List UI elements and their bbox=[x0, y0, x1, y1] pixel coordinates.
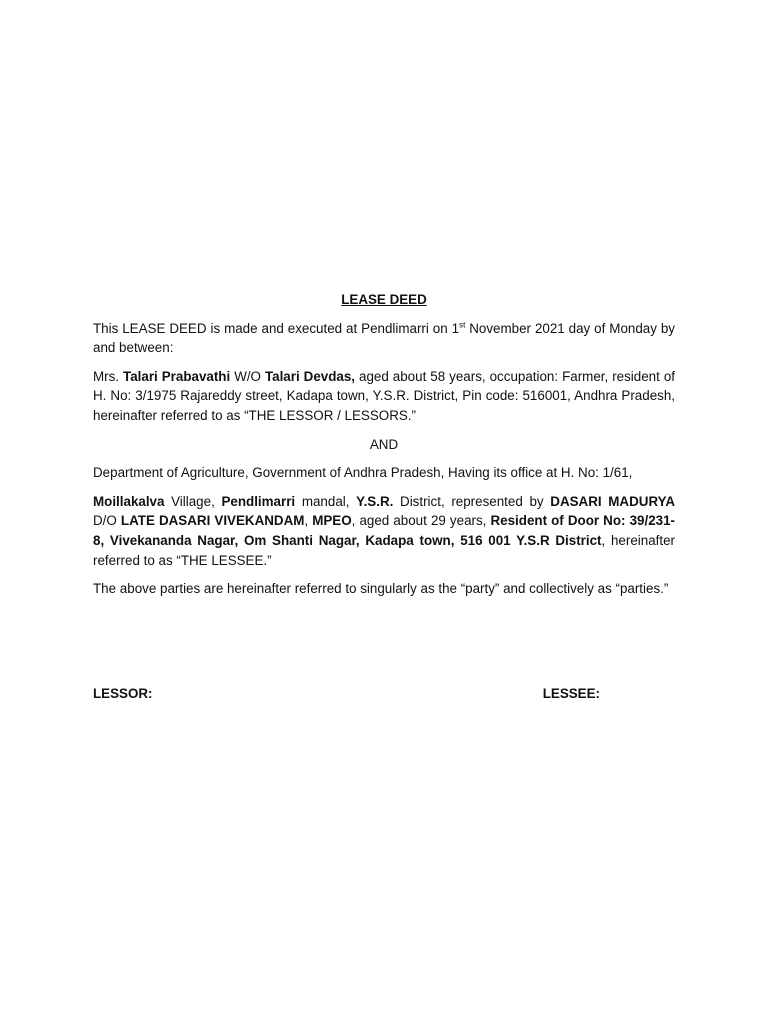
lessor-text-2: W/O bbox=[230, 368, 265, 384]
lessee-signature-label: LESSEE: bbox=[542, 686, 600, 701]
intro-text-2: November 2021 day of Monday by and between: bbox=[93, 320, 675, 356]
document-title: LEASE DEED bbox=[341, 292, 427, 307]
and-separator: AND bbox=[369, 436, 399, 452]
lessee-text-3: District, represented by bbox=[393, 493, 551, 509]
lessor-paragraph bbox=[93, 367, 675, 426]
intro-ordinal: st bbox=[459, 320, 466, 330]
representative-designation: MPEO bbox=[312, 513, 352, 529]
parties-paragraph: The above parties are hereinafter referred to singularly as the “party” and collectively as “parties.” bbox=[93, 581, 669, 597]
department-paragraph: Department of Agriculture, Government of Andhra Pradesh, Having its office at H. No: 1/61, bbox=[93, 465, 633, 481]
representative-father: LATE DASARI VIVEKANDAM bbox=[120, 513, 305, 529]
representative-residence: Resident of Door No: 39/231-8, Vivekananda Nagar, Om Shanti Nagar, Kadapa town, 516 001 Y.S.R District bbox=[93, 513, 675, 548]
lessee-text-4: D/O bbox=[93, 513, 121, 529]
intro-paragraph bbox=[93, 319, 675, 358]
lessor-text-1: Mrs. bbox=[93, 368, 124, 384]
lessor-signature-label: LESSOR: bbox=[93, 686, 153, 701]
lessee-mandal: Pendlimarri bbox=[221, 493, 296, 509]
lessee-paragraph bbox=[93, 492, 675, 570]
deed-body bbox=[93, 290, 675, 608]
lessee-village: Moillakalva bbox=[93, 493, 165, 509]
lessee-text-7: , hereinafter referred to as “THE LESSEE.” bbox=[93, 532, 675, 568]
lessee-text-2: mandal, bbox=[295, 493, 357, 509]
representative-name: DASARI MADURYA bbox=[550, 493, 675, 509]
lessee-text-6: , aged about 29 years, bbox=[351, 513, 491, 529]
lessor-spouse-name: Talari Devdas, bbox=[264, 368, 356, 384]
lessor-name: Talari Prabavathi bbox=[123, 368, 231, 384]
intro-text-1: This LEASE DEED is made and executed at Pendlimarri on 1 bbox=[93, 320, 460, 336]
lessee-text-1: Village, bbox=[164, 493, 222, 509]
lessee-text-5: , bbox=[304, 513, 313, 529]
lessor-text-3: aged about 58 years, occupation: Farmer, resident of H. No: 3/1975 Rajareddy street, Kadapa town, Y.S.R. District, Pin code: 516001, Andhra Pradesh, hereinafter referred to as “THE LESSOR / LESSORS.” bbox=[93, 368, 675, 423]
lessee-district: Y.S.R. bbox=[356, 493, 394, 509]
